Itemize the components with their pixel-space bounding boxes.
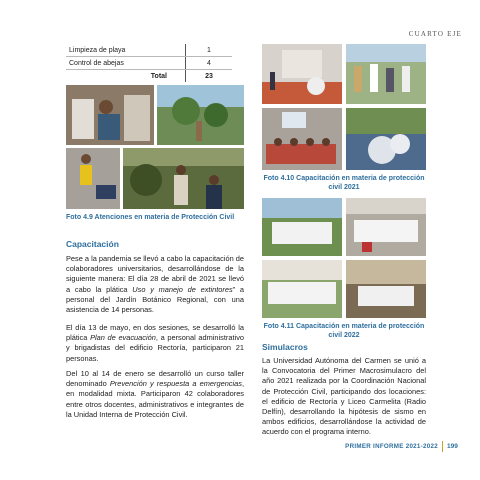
paragraph-capacitacion-3 bbox=[66, 369, 244, 420]
paragraph-capacitacion-1 bbox=[66, 254, 244, 315]
total-value: 23 bbox=[186, 70, 233, 83]
caption-foto-4-10 bbox=[262, 174, 426, 192]
activities-table bbox=[66, 44, 232, 82]
table-row bbox=[66, 57, 232, 70]
text-run: ” a personal del Jardín Botánico Regional, con una asistencia de 14 personas. bbox=[66, 284, 245, 315]
text-run-italic: Plan de evacuación bbox=[90, 333, 156, 343]
collage-left-image bbox=[66, 85, 244, 209]
row-value: 4 bbox=[186, 57, 233, 70]
paragraph-capacitacion-2 bbox=[66, 323, 244, 364]
text-run: Del 10 al 14 de enero se desarrolló un curso taller denominado bbox=[66, 369, 244, 389]
text-run-italic: Prevención y respuesta a emergencias bbox=[109, 379, 242, 389]
collage-right-top-image bbox=[262, 44, 426, 170]
text-run: El día 13 de mayo, en dos sesiones, se desarrolló la plática bbox=[66, 323, 244, 343]
caption-foto-4-9 bbox=[66, 213, 266, 222]
caption-text: Capacitación en materia de protección civil 2022 bbox=[295, 323, 425, 339]
photo-collage-left bbox=[66, 85, 244, 209]
caption-foto-4-11 bbox=[262, 322, 426, 340]
table-row bbox=[66, 44, 232, 57]
text-run: Pese a la pandemia se llevó a cabo la capacitación de colaboradores universitarios, desarrollándose de la siguiente manera: El día 28 de abril de 2021 se llevó a cabo la plática bbox=[66, 254, 244, 294]
text-run: , a personal administrativo y brigadistas del edificio Rectoría, participaron 21 personas. bbox=[66, 333, 245, 363]
photo-collage-right-top bbox=[262, 44, 426, 170]
caption-number: Foto 4.9 bbox=[66, 214, 93, 221]
text-run: , en modalidad mixta. Participaron 42 colaboradores entre otros docentes, administrativos e integrantes de la Unidad Interna de Protección Civil. bbox=[66, 379, 245, 419]
table-total-row bbox=[66, 70, 232, 83]
caption-number: Foto 4.10 bbox=[263, 175, 295, 182]
caption-text: Capacitación en materia de protección civil 2021 bbox=[296, 175, 425, 191]
paragraph-simulacros: La Universidad Autónoma del Carmen se unió a la Convocatoria del Primer Macrosimulacro del año 2021 realizada por la Coordinación Nacional de Protección Civil, participando dos locaciones: el edificio de Rectoría y Liceo Carmelita (Radio Delfín), desarrollando la hipótesis de sismo en ambos edificios, desarrollándose la actividad de acuerdo con el programa interno. bbox=[262, 356, 426, 437]
section-title-simulacros: Simulacros bbox=[262, 342, 308, 352]
footer-report-title: PRIMER INFORME 2021-2022 bbox=[345, 443, 438, 450]
section-header: CUARTO EJE bbox=[408, 30, 462, 38]
caption-text: Atenciones en materia de Protección Civil bbox=[94, 214, 235, 221]
row-value: 1 bbox=[186, 44, 233, 57]
page-number: 199 bbox=[447, 443, 458, 450]
section-title-capacitacion: Capacitación bbox=[66, 239, 119, 249]
photo-collage-right-bottom bbox=[262, 198, 426, 318]
total-label: Total bbox=[150, 72, 167, 80]
collage-right-bottom-image bbox=[262, 198, 426, 318]
caption-number: Foto 4.11 bbox=[263, 323, 294, 330]
text-run-italic: Uso y manejo de extintores bbox=[132, 284, 233, 294]
row-label: Control de abejas bbox=[66, 57, 186, 70]
row-label: Limpieza de playa bbox=[66, 44, 186, 57]
footer-divider bbox=[442, 441, 443, 452]
